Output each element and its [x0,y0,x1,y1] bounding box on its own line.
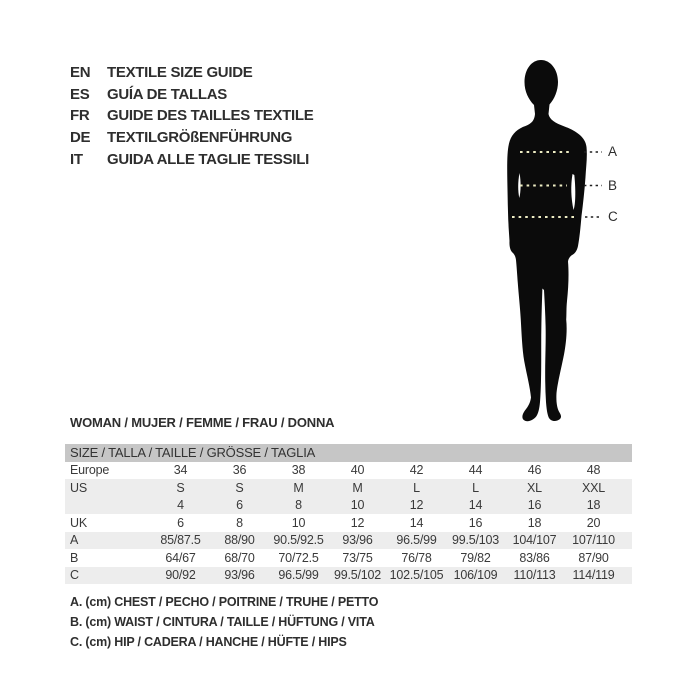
size-cell: S [176,480,185,495]
size-cell: 12 [350,515,365,530]
language-title: GUIDA ALLE TAGLIE TESSILI [107,150,309,168]
size-table-header: SIZE / TALLA / TAILLE / GRÖSSE / TAGLIA [65,444,632,462]
row-filler [623,532,632,550]
language-row-fr [70,105,313,127]
size-cell: L [472,480,479,495]
size-cell: 6 [177,515,184,530]
size-cell: 18 [586,498,601,513]
row-label: C [70,568,79,583]
row-label: UK [70,515,87,530]
row-filler [623,462,632,480]
size-cell: 96.5/99 [278,568,319,583]
size-cell: 14 [468,498,483,513]
size-cell: 99.5/102 [333,568,382,583]
size-cell: 96.5/99 [396,533,437,548]
legend-line-b: B. (cm) WAIST / CINTURA / TAILLE / HÜFTUNG / VITA [70,615,375,629]
language-code: ES [70,85,90,103]
woman-silhouette-body [507,60,587,421]
row-filler [623,567,632,585]
legend-line-c: C. (cm) HIP / CADERA / HANCHE / HÜFTE / HIPS [70,635,347,649]
language-title: GUÍA DE TALLAS [107,85,227,103]
size-cell: 83/86 [519,550,550,565]
language-title: TEXTILGRÖßENFÜHRUNG [107,129,293,147]
language-code: DE [70,129,91,147]
language-row-es [70,84,313,106]
size-cell: XL [527,480,542,495]
size-cell: 68/70 [224,550,255,565]
size-table-row-b [65,549,632,567]
size-table-row-us-numeric [65,497,632,515]
language-code: EN [70,64,91,82]
row-label: B [70,550,79,565]
language-title: GUIDE DES TAILLES TEXTILE [107,107,314,125]
size-cell: 85/87.5 [160,533,201,548]
row-label: US [70,480,87,495]
size-table-row-us [65,479,632,497]
row-label: Europe [70,463,110,478]
size-cell: 12 [409,498,424,513]
size-cell: 14 [409,515,424,530]
size-cell: 6 [236,498,243,513]
measurement-legend [70,592,378,652]
size-cell: 16 [527,498,542,513]
measure-label-a: A [608,144,618,159]
size-cell: 40 [350,463,365,478]
language-list [70,62,313,170]
size-cell: 34 [173,463,188,478]
size-cell: 114/119 [572,568,615,583]
size-cell: 87/90 [578,550,609,565]
size-cell: 38 [291,463,306,478]
size-table-row-a [65,532,632,550]
size-cell: 42 [409,463,424,478]
size-cell: 110/113 [513,568,556,583]
size-table-header-row [65,444,632,462]
size-cell: 106/109 [453,568,498,583]
size-cell: 10 [350,498,365,513]
table-group-title: WOMAN / MUJER / FEMME / FRAU / DONNA [70,415,335,430]
size-table [65,444,632,584]
woman-silhouette-icon [455,58,637,430]
language-code: FR [70,107,90,125]
size-cell: 107/110 [572,533,615,548]
size-cell: 99.5/103 [451,533,500,548]
row-label [65,497,151,515]
woman-silhouette-figure [455,58,637,430]
size-cell: L [413,480,420,495]
size-table-row-c [65,567,632,585]
language-row-de [70,127,313,149]
row-label: A [70,533,79,548]
size-cell: 104/107 [512,533,557,548]
size-table-row-europe [65,462,632,480]
measure-label-c: C [608,209,618,224]
size-cell: S [235,480,244,495]
size-table-row-uk [65,514,632,532]
size-cell: 48 [586,463,601,478]
size-cell: 44 [468,463,483,478]
row-filler [623,549,632,567]
size-cell: 18 [527,515,542,530]
size-cell: 76/78 [401,550,432,565]
row-filler [623,514,632,532]
language-row-en [70,62,313,84]
size-cell: M [293,480,304,495]
language-title: TEXTILE SIZE GUIDE [107,64,253,82]
size-cell: 64/67 [165,550,196,565]
size-cell: 36 [232,463,247,478]
size-cell: 88/90 [224,533,255,548]
size-cell: 90/92 [165,568,196,583]
size-cell: XXL [581,480,606,495]
size-cell: M [352,480,363,495]
language-code: IT [70,150,83,168]
legend-line-a: A. (cm) CHEST / PECHO / POITRINE / TRUHE / PETTO [70,595,379,609]
size-cell: 10 [291,515,306,530]
size-cell: 102.5/105 [389,568,444,583]
size-cell: 79/82 [460,550,491,565]
size-cell: 20 [586,515,601,530]
size-cell: 8 [236,515,243,530]
size-cell: 8 [295,498,302,513]
size-cell: 90.5/92.5 [273,533,324,548]
size-cell: 46 [527,463,542,478]
size-cell: 93/96 [224,568,255,583]
size-cell: 73/75 [342,550,373,565]
language-row-it [70,148,313,170]
size-cell: 93/96 [342,533,373,548]
size-cell: 4 [177,498,184,513]
row-filler [623,497,632,515]
row-filler [623,479,632,497]
measure-label-b: B [608,177,618,193]
size-cell: 16 [468,515,483,530]
size-cell: 70/72.5 [278,550,319,565]
